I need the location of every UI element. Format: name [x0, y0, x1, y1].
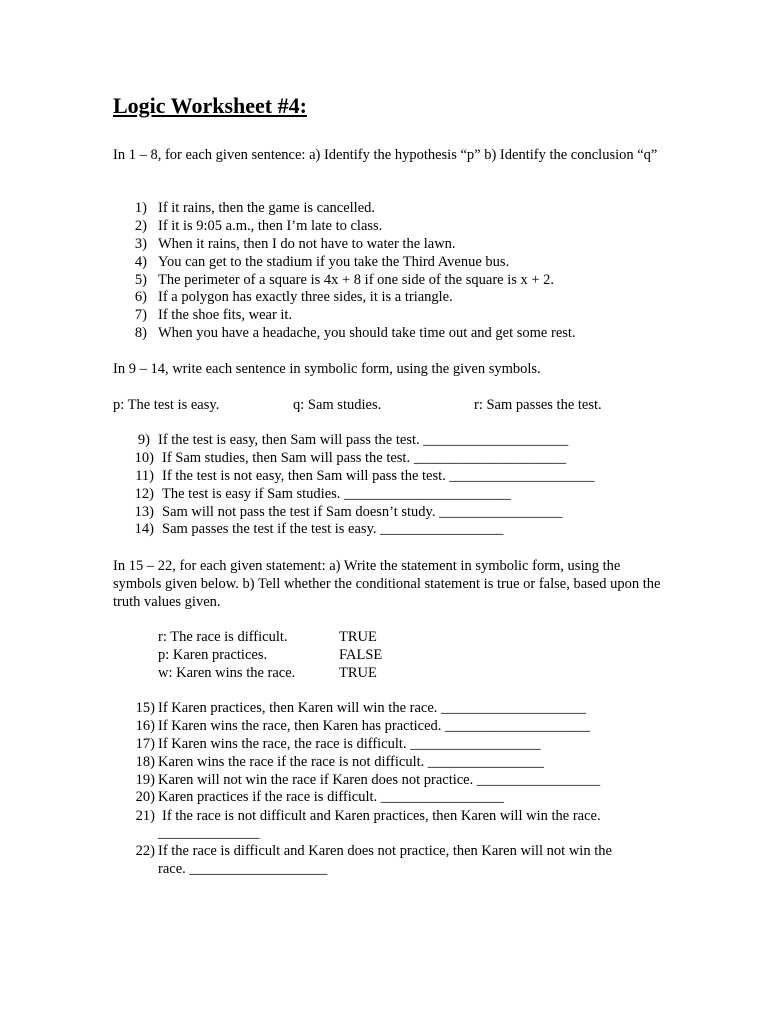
item-text: If Sam studies, then Sam will pass the test. _____________________ [162, 449, 566, 466]
item-number: 20) [135, 789, 155, 806]
item-text: Sam passes the test if the test is easy. _________________ [162, 521, 504, 538]
section1-instructions: In 1 – 8, for each given sentence: a) Identify the hypothesis “p” b) Identify the conclusion “q” [113, 147, 658, 163]
item-text: If the shoe fits, wear it. [158, 307, 293, 324]
item-text: The perimeter of a square is 4x + 8 if one side of the square is x + 2. [158, 271, 555, 288]
section2-instructions: In 9 – 14, write each sentence in symbolic form, using the given symbols. [113, 361, 541, 377]
item-text-line1: If the race is not difficult and Karen practices, then Karen will win the race. [162, 808, 601, 824]
truth-statement: p: Karen practices. [158, 647, 268, 663]
item-text: If it is 9:05 a.m., then I’m late to class. [158, 217, 383, 234]
item-text-line2: ______________ [158, 825, 260, 841]
item-text: Karen will not win the race if Karen does not practice. _________________ [158, 771, 601, 788]
item-number: 12) [134, 485, 154, 502]
symbol-p: p: The test is easy. [113, 397, 220, 413]
item-number: 4) [134, 253, 147, 270]
item-text-line2: race. ___________________ [158, 861, 328, 877]
item-number: 11) [135, 467, 154, 484]
item-text: Sam will not pass the test if Sam doesn’t study. _________________ [162, 503, 563, 520]
item-text: Karen practices if the race is difficult. _________________ [158, 789, 505, 806]
symbol-r: r: Sam passes the test. [474, 397, 602, 413]
item-text: When it rains, then I do not have to water the lawn. [158, 235, 456, 252]
item-number: 15) [135, 700, 155, 716]
truth-value: FALSE [339, 647, 383, 663]
page-title: Logic Worksheet #4: [113, 93, 307, 118]
item-number: 2) [134, 217, 147, 234]
item-number: 7) [134, 307, 147, 324]
item-number: 6) [134, 289, 147, 306]
item-text: If Karen wins the race, the race is difficult. __________________ [158, 735, 541, 752]
item-number: 1) [134, 200, 147, 216]
item-number: 5) [134, 271, 147, 288]
item-number: 8) [134, 325, 147, 342]
item-text: If the test is not easy, then Sam will pass the test. ____________________ [162, 467, 595, 484]
item-number: 13) [134, 503, 154, 520]
item-text: If the test is easy, then Sam will pass the test. ____________________ [158, 432, 569, 448]
item-number: 10) [134, 449, 154, 466]
item-number: 9) [137, 432, 150, 448]
item-text: The test is easy if Sam studies. _______________________ [162, 485, 511, 502]
item-text: When you have a headache, you should take time out and get some rest. [158, 325, 576, 342]
item-text: If a polygon has exactly three sides, it is a triangle. [158, 289, 453, 306]
item-number: 19) [135, 771, 155, 788]
item-number: 16) [135, 717, 155, 734]
item-number: 22) [135, 843, 155, 859]
truth-value: TRUE [339, 665, 377, 681]
item-number: 21) [135, 808, 155, 824]
item-number: 17) [135, 735, 155, 752]
section3-instructions: In 15 – 22, for each given statement: a) Write the statement in symbolic form, using the symbols given below. b) Tell whether the conditional statement is true or false, based upon the truth values given. [113, 558, 661, 610]
truth-statement: r: The race is difficult. [158, 629, 288, 645]
item-text: Karen wins the race if the race is not difficult. ________________ [158, 753, 544, 770]
item-text: If Karen practices, then Karen will win the race. ____________________ [158, 700, 587, 716]
item-text: You can get to the stadium if you take the Third Avenue bus. [158, 253, 510, 270]
item-text: If Karen wins the race, then Karen has practiced. ____________________ [158, 717, 591, 734]
item-text-line1: If the race is difficult and Karen does not practice, then Karen will not win the [158, 843, 612, 859]
item-number: 14) [134, 521, 154, 538]
item-number: 3) [134, 235, 147, 252]
item-text: If it rains, then the game is cancelled. [158, 200, 376, 216]
symbol-definitions [113, 397, 673, 415]
symbol-q: q: Sam studies. [293, 397, 382, 413]
truth-statement: w: Karen wins the race. [158, 665, 296, 681]
item-number: 18) [135, 753, 155, 770]
truth-value: TRUE [339, 629, 377, 645]
